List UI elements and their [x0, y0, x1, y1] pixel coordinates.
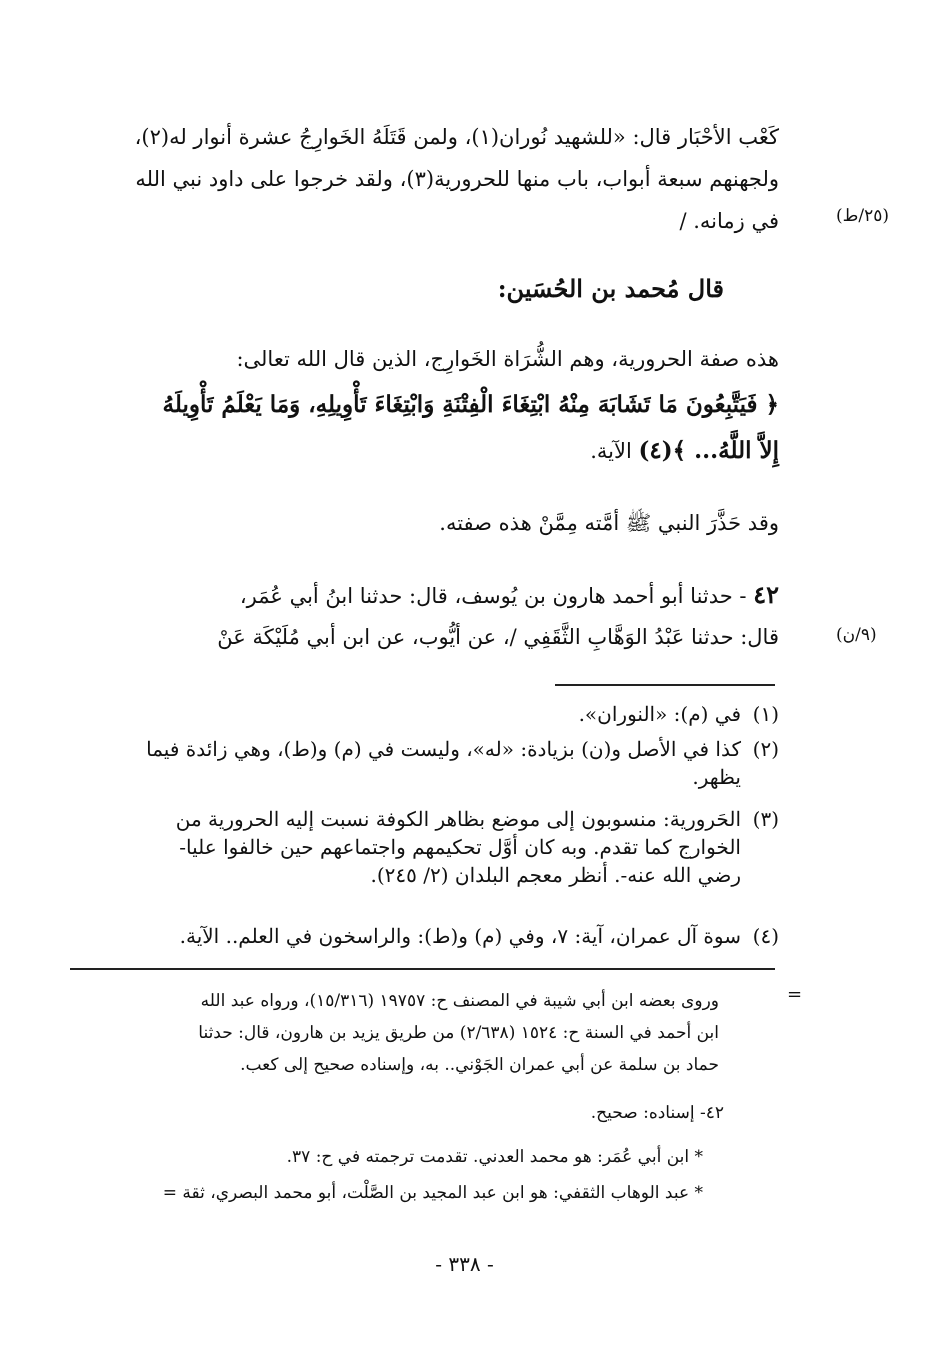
margin-reference-2: (٩/ن) [836, 625, 877, 645]
footnote-text: الحَرورية: منسوبون إلى موضع بظاهر الكوفة نسبت إليه الحرورية من [175, 807, 741, 831]
verse-tail: الآية. [590, 439, 632, 463]
footnote [70, 700, 779, 728]
body-line: هذه صفة الحرورية، وهم الشُّرَاة الخَوارِج، الذين قال الله تعالى: [236, 347, 779, 371]
body-line: في زمانه. / [679, 209, 779, 233]
footnote [70, 922, 779, 950]
footnote-number: (١) [752, 702, 779, 726]
hadith-line [70, 580, 779, 611]
section-heading: قال مُحمد بن الحُسَين: [497, 274, 724, 303]
footnote [70, 735, 779, 791]
footnote [70, 805, 779, 889]
margin-reference-1: (٢٥/ط) [836, 206, 889, 226]
hadith-text: - حدثنا أبو أحمد هارون بن يُوسف، قال: حدثنا ابنُ أبي عُمَر، [239, 584, 747, 608]
body-line: قال: حدثنا عَبْدُ الوَهَّابِ الثَّقَفِي /، عن أيُّوب، عن ابن أبي مُلَيْكَة عَنْ [217, 625, 779, 649]
quran-verse-end: إِلاَّ اللَّهُ... ﴾(٤) [638, 437, 779, 464]
hadith-number: ٤٢ [753, 580, 779, 609]
body-line: وقد حَذَّرَ النبي ﷺ أمَّته مِمَّنْ هذه صفته. [439, 511, 779, 535]
footnote-number: (٢) [752, 737, 779, 761]
continuation-mark: = [787, 984, 803, 1005]
commentary-line: حماد بن سلمة عن أبي عمران الجَوْني.. به، وإسناده صحيح إلى كعب. [240, 1055, 719, 1075]
commentary-line: * عبد الوهاب الثقفي: هو ابن عبد المجيد بن الصَّلْت، أبو محمد البصري، ثقة = [162, 1183, 703, 1203]
footnote-continuation: يظهر. [692, 765, 741, 789]
commentary-line: وروى بعضه ابن أبي شيبة في المصنف ح: ١٩٧٥٧ (١٥/٣١٦)، ورواه عبد الله [200, 991, 719, 1011]
footnote-number: (٤) [752, 924, 779, 948]
body-line: ولجهنهم سبعة أبواب، باب منها للحرورية(٣)، ولقد خرجوا على داود نبي الله [135, 167, 779, 191]
footnote-text: في (م): «النوران». [578, 702, 741, 726]
commentary-line: ابن أحمد في السنة ح: ١٥٢٤ (٢/٦٣٨) من طريق يزيد بن هارون، قال: حدثنا [198, 1023, 719, 1043]
footnote-text: كذا في الأصل و(ن) بزيادة: «له»، وليست في (م) و(ط)، وهي زائدة فيما [146, 737, 741, 761]
footnote-text: سوة آل عمران، آية: ٧، وفي (م) و(ط): والراسخون في العلم.. الآية. [179, 924, 741, 948]
footnote-number: (٣) [752, 807, 779, 831]
commentary-line: * ابن أبي عُمَر: هو محمد العدني. تقدمت ترجمته في ح: ٣٧. [286, 1147, 703, 1167]
quran-verse-line [70, 436, 779, 466]
footnote-continuation: الخوارج كما تقدم. وبه كان أوَّل تحكيمهم واجتماعهم حين خالفوا عليا- [179, 835, 741, 859]
quran-verse-line: ﴿ فَيَتَّبِعُونَ مَا تَشَابَهَ مِنْهُ ابْتِغَاءَ الْفِتْنَةِ وَابْتِغَاءَ تَأْوِيلِهِ، وَمَا يَعْلَمُ تَأْوِيلَهُ [162, 391, 779, 418]
page-number: - ٣٣٨ - [435, 1252, 494, 1276]
commentary-separator [70, 968, 775, 970]
footnote-separator [555, 684, 775, 686]
footnote-continuation: رضي الله عنه-. أنظر معجم البلدان (٢/ ٢٤٥). [370, 863, 741, 887]
commentary-line: ٤٢- إسناده: صحيح. [590, 1103, 724, 1123]
body-line: كَعْب الأحْبَار قال: «للشهيد نُوران(١)، ولمن قَتَلَهُ الخَوارِجُ عشرة أنوار له(٢)، [134, 125, 779, 149]
